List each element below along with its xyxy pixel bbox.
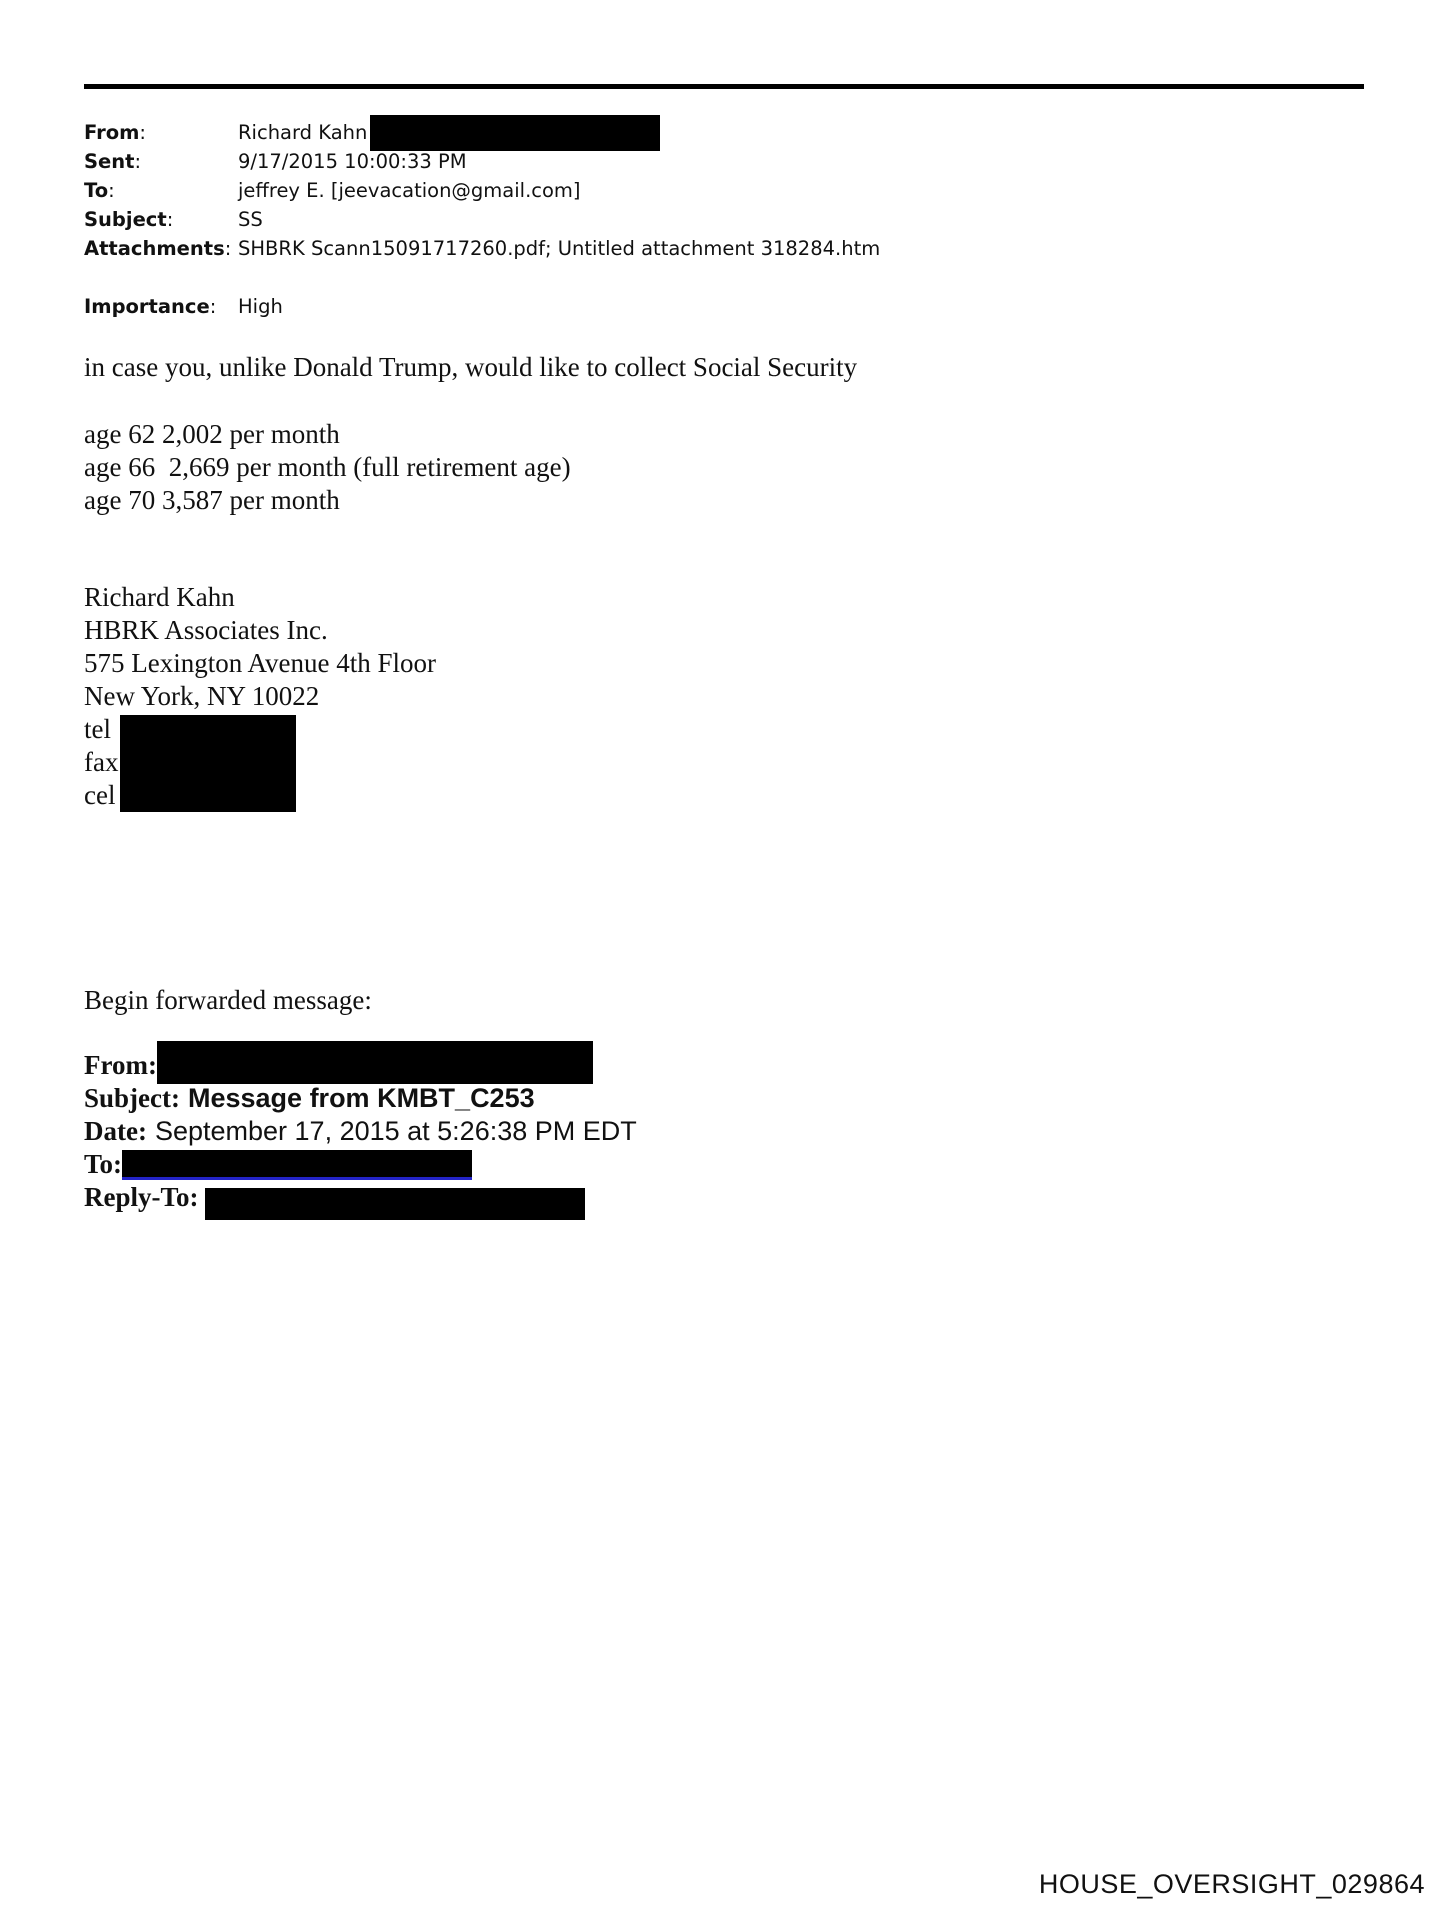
importance-label: Importance: [84, 295, 210, 318]
forwarded-subject-label: Subject:: [84, 1083, 180, 1113]
attachments-label: Attachments: [84, 237, 225, 260]
to-value: jeffrey E. [jeevacation@gmail.com]: [238, 179, 581, 202]
forwarded-intro: Begin forwarded message:: [84, 985, 372, 1015]
header-attachments-row: Attachments: SHBRK Scann15091717260.pdf; Untitled attachment 318284.htm: [84, 234, 880, 263]
body-intro: in case you, unlike Donald Trump, would like to collect Social Security: [84, 352, 858, 382]
forwarded-headers: [84, 1049, 637, 1214]
age-line: age 62 2,002 per month: [84, 419, 340, 449]
header-to-row: To: jeffrey E. [jeevacation@gmail.com]: [84, 176, 880, 205]
email-header: [84, 118, 880, 321]
forwarded-date-label: Date:: [84, 1116, 147, 1146]
redaction-box: [120, 715, 296, 812]
forwarded-to-row: [84, 1148, 637, 1181]
forwarded-to-label: To:: [84, 1149, 123, 1179]
top-rule: [84, 84, 1364, 89]
forwarded-date-row: [84, 1115, 637, 1148]
importance-value: High: [238, 295, 283, 318]
forwarded-date-value: September 17, 2015 at 5:26:38 PM EDT: [154, 1116, 637, 1146]
sent-value: 9/17/2015 10:00:33 PM: [238, 150, 467, 173]
forwarded-reply-to-label: Reply-To:: [84, 1182, 199, 1212]
signature-address-line1: 575 Lexington Avenue 4th Floor: [84, 648, 436, 678]
to-label: To: [84, 179, 109, 202]
attachments-value: SHBRK Scann15091717260.pdf; Untitled attachment 318284.htm: [238, 237, 881, 260]
signature-address-line2: New York, NY 10022: [84, 681, 320, 711]
subject-value: SS: [238, 208, 263, 231]
subject-label: Subject: [84, 208, 167, 231]
bates-number: HOUSE_OVERSIGHT_029864: [1038, 1869, 1425, 1899]
age-line: age 70 3,587 per month: [84, 485, 340, 515]
header-importance-row: Importance: High: [84, 292, 880, 321]
header-subject-row: Subject: SS: [84, 205, 880, 234]
forwarded-from-label: From:: [84, 1050, 157, 1080]
forwarded-subject-value: Message from KMBT_C253: [188, 1083, 535, 1113]
sent-label: Sent: [84, 150, 135, 173]
signature-name: Richard Kahn: [84, 582, 235, 612]
signature-cel-label: cel: [84, 780, 116, 810]
header-sent-row: Sent: 9/17/2015 10:00:33 PM: [84, 147, 880, 176]
ages-list: [84, 418, 571, 517]
header-from-row: From: Richard Kahn: [84, 118, 880, 147]
signature-tel-label: tel: [84, 714, 111, 744]
forwarded-from-row: [84, 1049, 637, 1082]
forwarded-reply-to-row: [84, 1181, 637, 1214]
signature-company: HBRK Associates Inc.: [84, 615, 328, 645]
redaction-box: [370, 115, 660, 151]
from-value: Richard Kahn: [238, 121, 368, 144]
redaction-box: [122, 1150, 472, 1180]
redaction-box: [157, 1041, 593, 1084]
redaction-box: [205, 1188, 585, 1220]
from-label: From: [84, 121, 140, 144]
age-line: age 66 2,669 per month (full retirement age): [84, 452, 571, 482]
forwarded-subject-row: [84, 1082, 637, 1115]
signature-fax-label: fax: [84, 747, 119, 777]
